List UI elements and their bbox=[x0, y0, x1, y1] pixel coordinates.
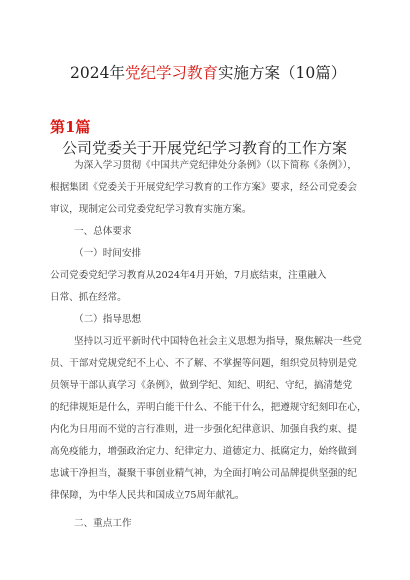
body-line: 坚持以习近平新时代中国特色社会主义思想为指导，聚焦解决一些党 bbox=[74, 336, 362, 347]
document-title-suffix: 实施方案（10篇） bbox=[217, 64, 347, 82]
body-line: 日常、抓在经常。 bbox=[50, 292, 127, 303]
body-line: 员领导干部认真学习《条例》，做到学纪、知纪、明纪、守纪，搞清楚党 bbox=[50, 380, 353, 391]
section-heading: 二、重点工作 bbox=[74, 518, 132, 529]
section-heading: 一、总体要求 bbox=[74, 226, 132, 237]
document-title-prefix: 2024年 bbox=[70, 64, 125, 82]
body-line: 员、干部对党规党纪不上心、不了解、不掌握等问题，组织党员特别是党 bbox=[50, 358, 357, 369]
chapter-title: 公司党委关于开展党纪学习教育的工作方案 bbox=[62, 139, 348, 157]
chapter-label: 第1篇 bbox=[50, 118, 91, 136]
body-line: 为深入学习贯彻《中国共产党纪律处分条例》（以下简称《条例》）， bbox=[74, 160, 358, 171]
body-line: 的纪律规矩是什么，弄明白能干什么、不能干什么，把遵规守纪刻印在心， bbox=[50, 402, 367, 413]
body-line: 内化为日用而不觉的言行准则，进一步强化纪律意识、加强自我约束、提 bbox=[50, 424, 357, 435]
body-line: 律保障，为中华人民共和国成立75周年献礼。 bbox=[50, 490, 245, 501]
body-line: 公司党委党纪学习教育从2024年4月开始，7月底结束，注重融入 bbox=[50, 270, 327, 281]
document-title-highlight: 党纪学习教育 bbox=[124, 64, 218, 82]
document-title bbox=[70, 63, 370, 83]
body-line: 根据集团《党委关于开展党纪学习教育的工作方案》要求，经公司党委会 bbox=[50, 182, 357, 193]
body-line: 高免疫能力，增强政治定力、纪律定力、道德定力、抵腐定力，始终做到 bbox=[50, 446, 357, 457]
subsection-heading: （一）时间安排 bbox=[74, 248, 142, 259]
body-line: 审议，现制定公司党委党纪学习教育实施方案。 bbox=[50, 204, 252, 215]
body-line: 忠诚干净担当，凝聚干事创业精气神，为全面打响公司品牌提供坚强的纪 bbox=[50, 468, 357, 479]
subsection-heading: （二）指导思想 bbox=[74, 314, 142, 325]
